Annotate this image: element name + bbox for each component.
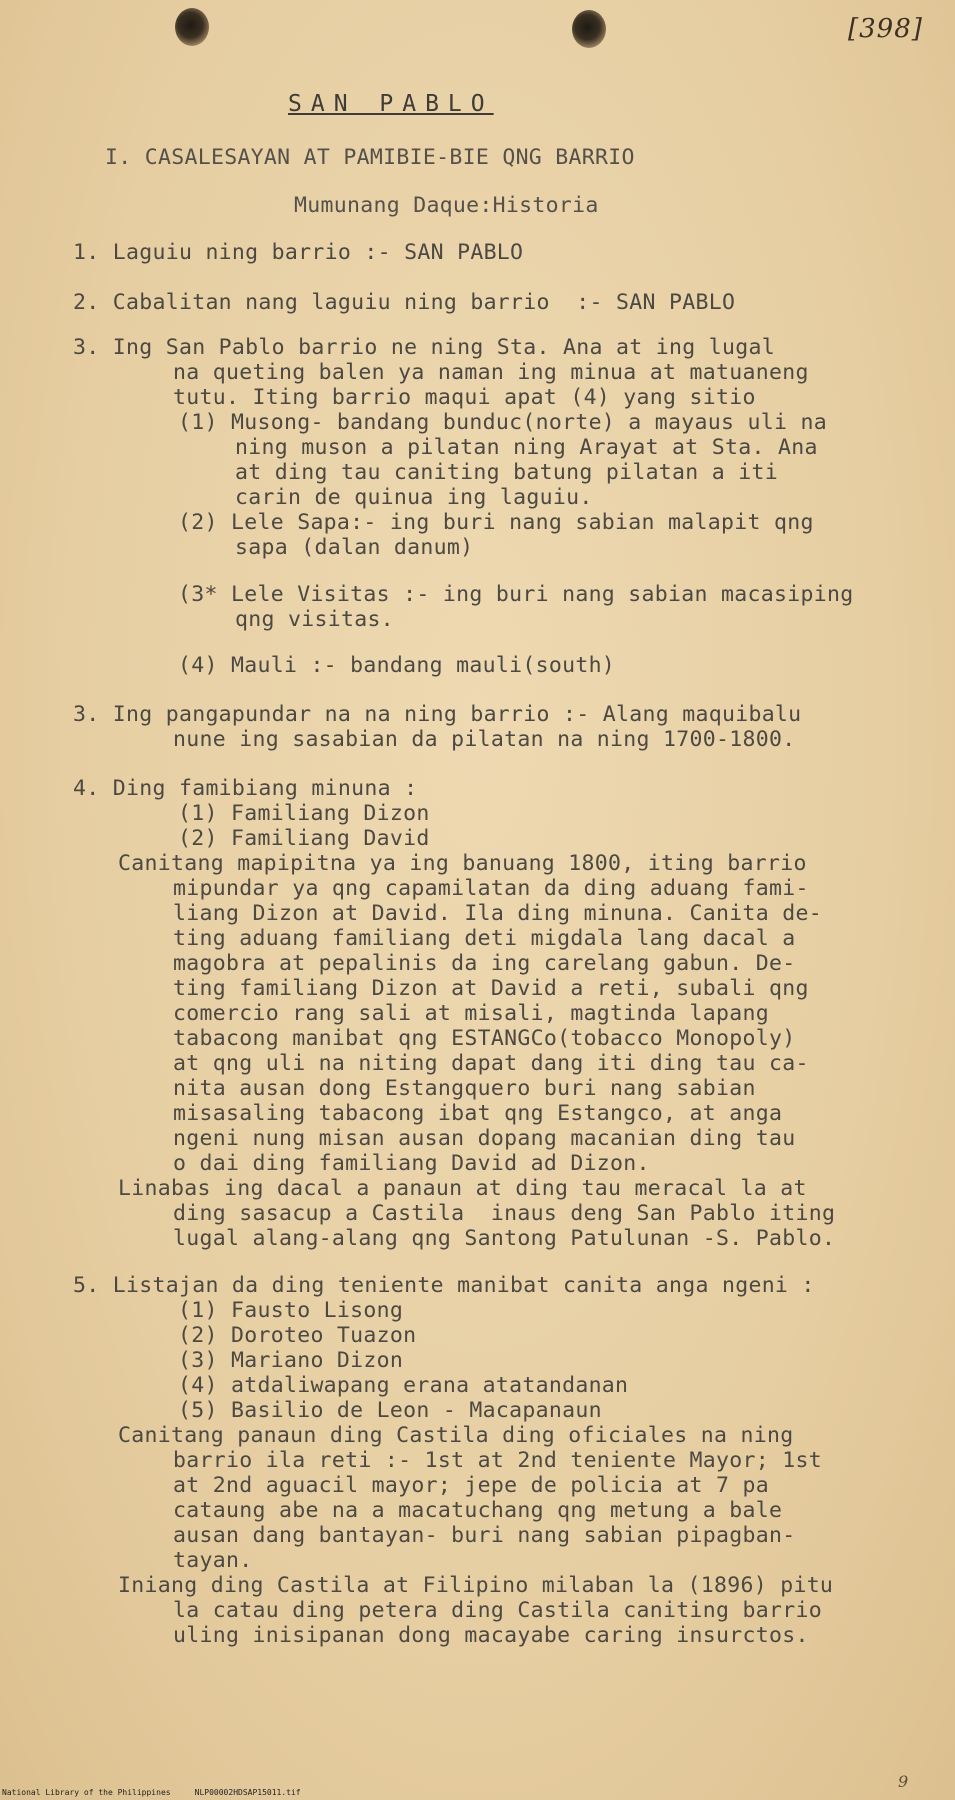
text-line: Linabas ing dacal a panaun at ding tau meracal la at xyxy=(118,1176,807,1201)
text-line: liang Dizon at David. Ila ding minuna. Canita de- xyxy=(173,901,822,926)
text-line: ngeni nung misan ausan dopang macanian ding tau xyxy=(173,1126,796,1151)
text-line: la catau ding petera ding Castila caniting barrio xyxy=(173,1598,822,1623)
text-line: nune ing sasabian da pilatan na ning 1700-1800. xyxy=(173,727,796,752)
section-heading: I. CASALESAYAN AT PAMIBIE-BIE QNG BARRIO xyxy=(105,145,635,170)
text-line: (1) Fausto Lisong xyxy=(178,1298,404,1323)
text-line: nita ausan dong Estangquero buri nang sabian xyxy=(173,1076,756,1101)
text-line: barrio ila reti :- 1st at 2nd teniente Mayor; 1st xyxy=(173,1448,822,1473)
text-line: tutu. Iting barrio maqui apat (4) yang sitio xyxy=(173,385,756,410)
page-mark: 9 xyxy=(898,1772,909,1791)
text-line: ting familiang Dizon at David a reti, subali qng xyxy=(173,976,809,1001)
text-line: sapa (dalan danum) xyxy=(235,535,474,560)
text-line: Iniang ding Castila at Filipino milaban la (1896) pitu xyxy=(118,1573,834,1598)
text-line: (1) Musong- bandang bunduc(norte) a mayaus uli na xyxy=(178,410,827,435)
text-line: magobra at pepalinis da ing carelang gabun. De- xyxy=(173,951,796,976)
text-line: qng visitas. xyxy=(235,607,394,632)
text-line: 1. Laguiu ning barrio :- SAN PABLO xyxy=(73,240,524,265)
text-line: ting aduang familiang deti migdala lang dacal a xyxy=(173,926,796,951)
punch-hole-left-icon xyxy=(175,8,209,46)
punch-hole-right-icon xyxy=(572,10,606,48)
text-line: mipundar ya qng capamilatan da ding aduang fami- xyxy=(173,876,809,901)
text-line: at ding tau caniting batung pilatan a iti xyxy=(235,460,779,485)
text-line: lugal alang-alang qng Santong Patulunan -S. Pablo. xyxy=(173,1226,836,1251)
text-line: (4) atdaliwapang erana atatandanan xyxy=(178,1373,629,1398)
text-line: (5) Basilio de Leon - Macapanaun xyxy=(178,1398,602,1423)
text-line: (3* Lele Visitas :- ing buri nang sabian macasiping xyxy=(178,582,854,607)
text-line: (4) Mauli :- bandang mauli(south) xyxy=(178,653,616,678)
text-line: (2) Lele Sapa:- ing buri nang sabian malapit qng xyxy=(178,510,814,535)
text-line: at 2nd aguacil mayor; jepe de policia at 7 pa xyxy=(173,1473,769,1498)
reference-number: [398] xyxy=(848,14,923,44)
text-line: 4. Ding famibiang minuna : xyxy=(73,776,418,801)
text-line: Canitang mapipitna ya ing banuang 1800, iting barrio xyxy=(118,851,807,876)
text-line: (2) Doroteo Tuazon xyxy=(178,1323,417,1348)
text-line: carin de quinua ing laguiu. xyxy=(235,485,593,510)
text-line: (2) Familiang David xyxy=(178,826,430,851)
text-line: tayan. xyxy=(173,1548,253,1573)
text-line: 3. Ing pangapundar na na ning barrio :- Alang maquibalu xyxy=(73,702,802,727)
text-line: comercio rang sali at misali, magtinda lapang xyxy=(173,1001,769,1026)
text-line: (1) Familiang Dizon xyxy=(178,801,430,826)
text-line: tabacong manibat qng ESTANGCo(tobacco Monopoly) xyxy=(173,1026,796,1051)
text-line: 3. Ing San Pablo barrio ne ning Sta. Ana at ing lugal xyxy=(73,335,775,360)
text-line: 2. Cabalitan nang laguiu ning barrio :- SAN PABLO xyxy=(73,290,736,315)
text-line: at qng uli na niting dapat dang iti ding tau ca- xyxy=(173,1051,809,1076)
subheading: Mumunang Daque:Historia xyxy=(294,193,599,218)
text-line: ausan dang bantayan- buri nang sabian pipagban- xyxy=(173,1523,796,1548)
page-title: SAN PABLO xyxy=(288,91,494,117)
text-line: uling inisipanan dong macayabe caring insurctos. xyxy=(173,1623,809,1648)
text-line: misasaling tabacong ibat qng Estangco, at anga xyxy=(173,1101,783,1126)
text-line: o dai ding familiang David ad Dizon. xyxy=(173,1151,650,1176)
text-line: 5. Listajan da ding teniente manibat canita anga ngeni : xyxy=(73,1273,815,1298)
text-line: ning muson a pilatan ning Arayat at Sta. Ana xyxy=(235,435,818,460)
text-line: cataung abe na a macatuchang qng metung a bale xyxy=(173,1498,783,1523)
text-line: Canitang panaun ding Castila ding oficiales na ning xyxy=(118,1423,794,1448)
text-line: ding sasacup a Castila inaus deng San Pablo iting xyxy=(173,1201,836,1226)
archive-footer: National Library of the Philippines NLP00002HDSAP15011.tif xyxy=(2,1788,301,1797)
text-line: (3) Mariano Dizon xyxy=(178,1348,404,1373)
text-line: na queting balen ya naman ing minua at matuaneng xyxy=(173,360,809,385)
